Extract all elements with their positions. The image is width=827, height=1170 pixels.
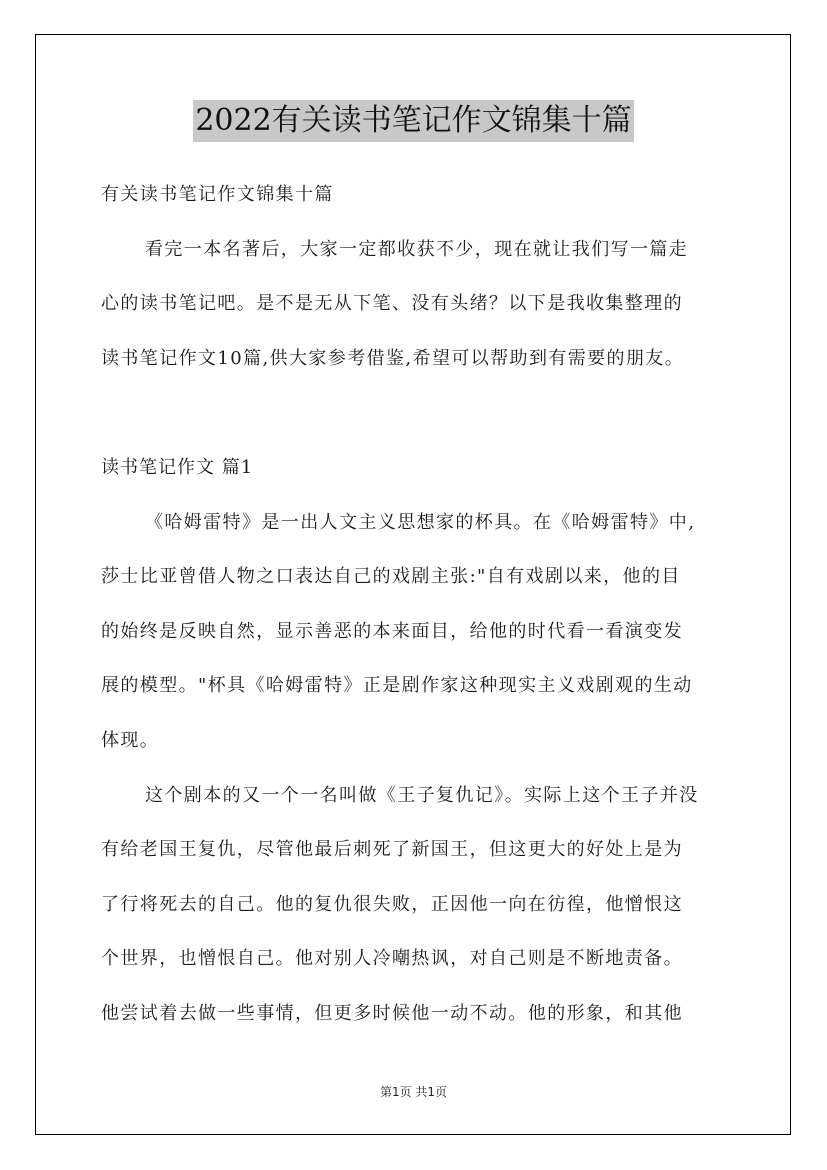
paragraph-line: 他尝试着去做一些事情，但更多时候他一动不动。他的形象，和其他	[101, 1002, 683, 1024]
paragraph-line: 了行将死去的自己。他的复仇很失败，正因他一向在彷徨，他憎恨这	[101, 893, 683, 915]
paragraph-line: 《哈姆雷特》是一出人文主义思想家的杯具。在《哈姆雷特》中,	[145, 511, 696, 533]
paragraph-line: 的始终是反映自然，显示善恶的本来面目，给他的时代看一看演变发	[101, 620, 683, 642]
intro-line: 读书笔记作文10篇,供大家参考借鉴,希望可以帮助到有需要的朋友。	[101, 347, 685, 369]
title-container	[0, 100, 827, 142]
paragraph-line: 个世界，也憎恨自己。他对别人冷嘲热讽，对自己则是不断地责备。	[101, 948, 683, 970]
paragraph-line: 莎士比亚曾借人物之口表达自己的戏剧主张:"自有戏剧以来，他的目	[101, 566, 681, 588]
paragraph-line: 展的模型。"杯具《哈姆雷特》正是剧作家这种现实主义戏剧观的生动	[101, 675, 693, 697]
paragraph-line: 有给老国王复仇，尽管他最后刺死了新国王，但这更大的好处上是为	[101, 839, 683, 861]
paragraph-line: 这个剧本的又一个一名叫做《王子复仇记》。实际上这个王子并没	[145, 784, 699, 806]
document-body	[101, 168, 731, 1042]
paragraph-1	[101, 496, 731, 769]
intro-line: 心的读书笔记吧。是不是无从下笔、没有头绪？以下是我收集整理的	[101, 293, 683, 315]
document-subtitle: 有关读书笔记作文锦集十篇	[101, 184, 334, 205]
paragraph-line: 体现。	[101, 729, 160, 751]
intro-line: 看完一本名著后，大家一定都收获不少，现在就让我们写一篇走	[145, 238, 689, 260]
intro-paragraph	[101, 223, 731, 387]
page-footer: 第1页 共1页	[379, 1085, 448, 1099]
paragraph-2	[101, 769, 731, 1042]
blank-line	[101, 386, 731, 441]
section-heading: 读书笔记作文 篇1	[101, 456, 254, 478]
document-title: 2022有关读书笔记作文锦集十篇	[193, 100, 633, 142]
